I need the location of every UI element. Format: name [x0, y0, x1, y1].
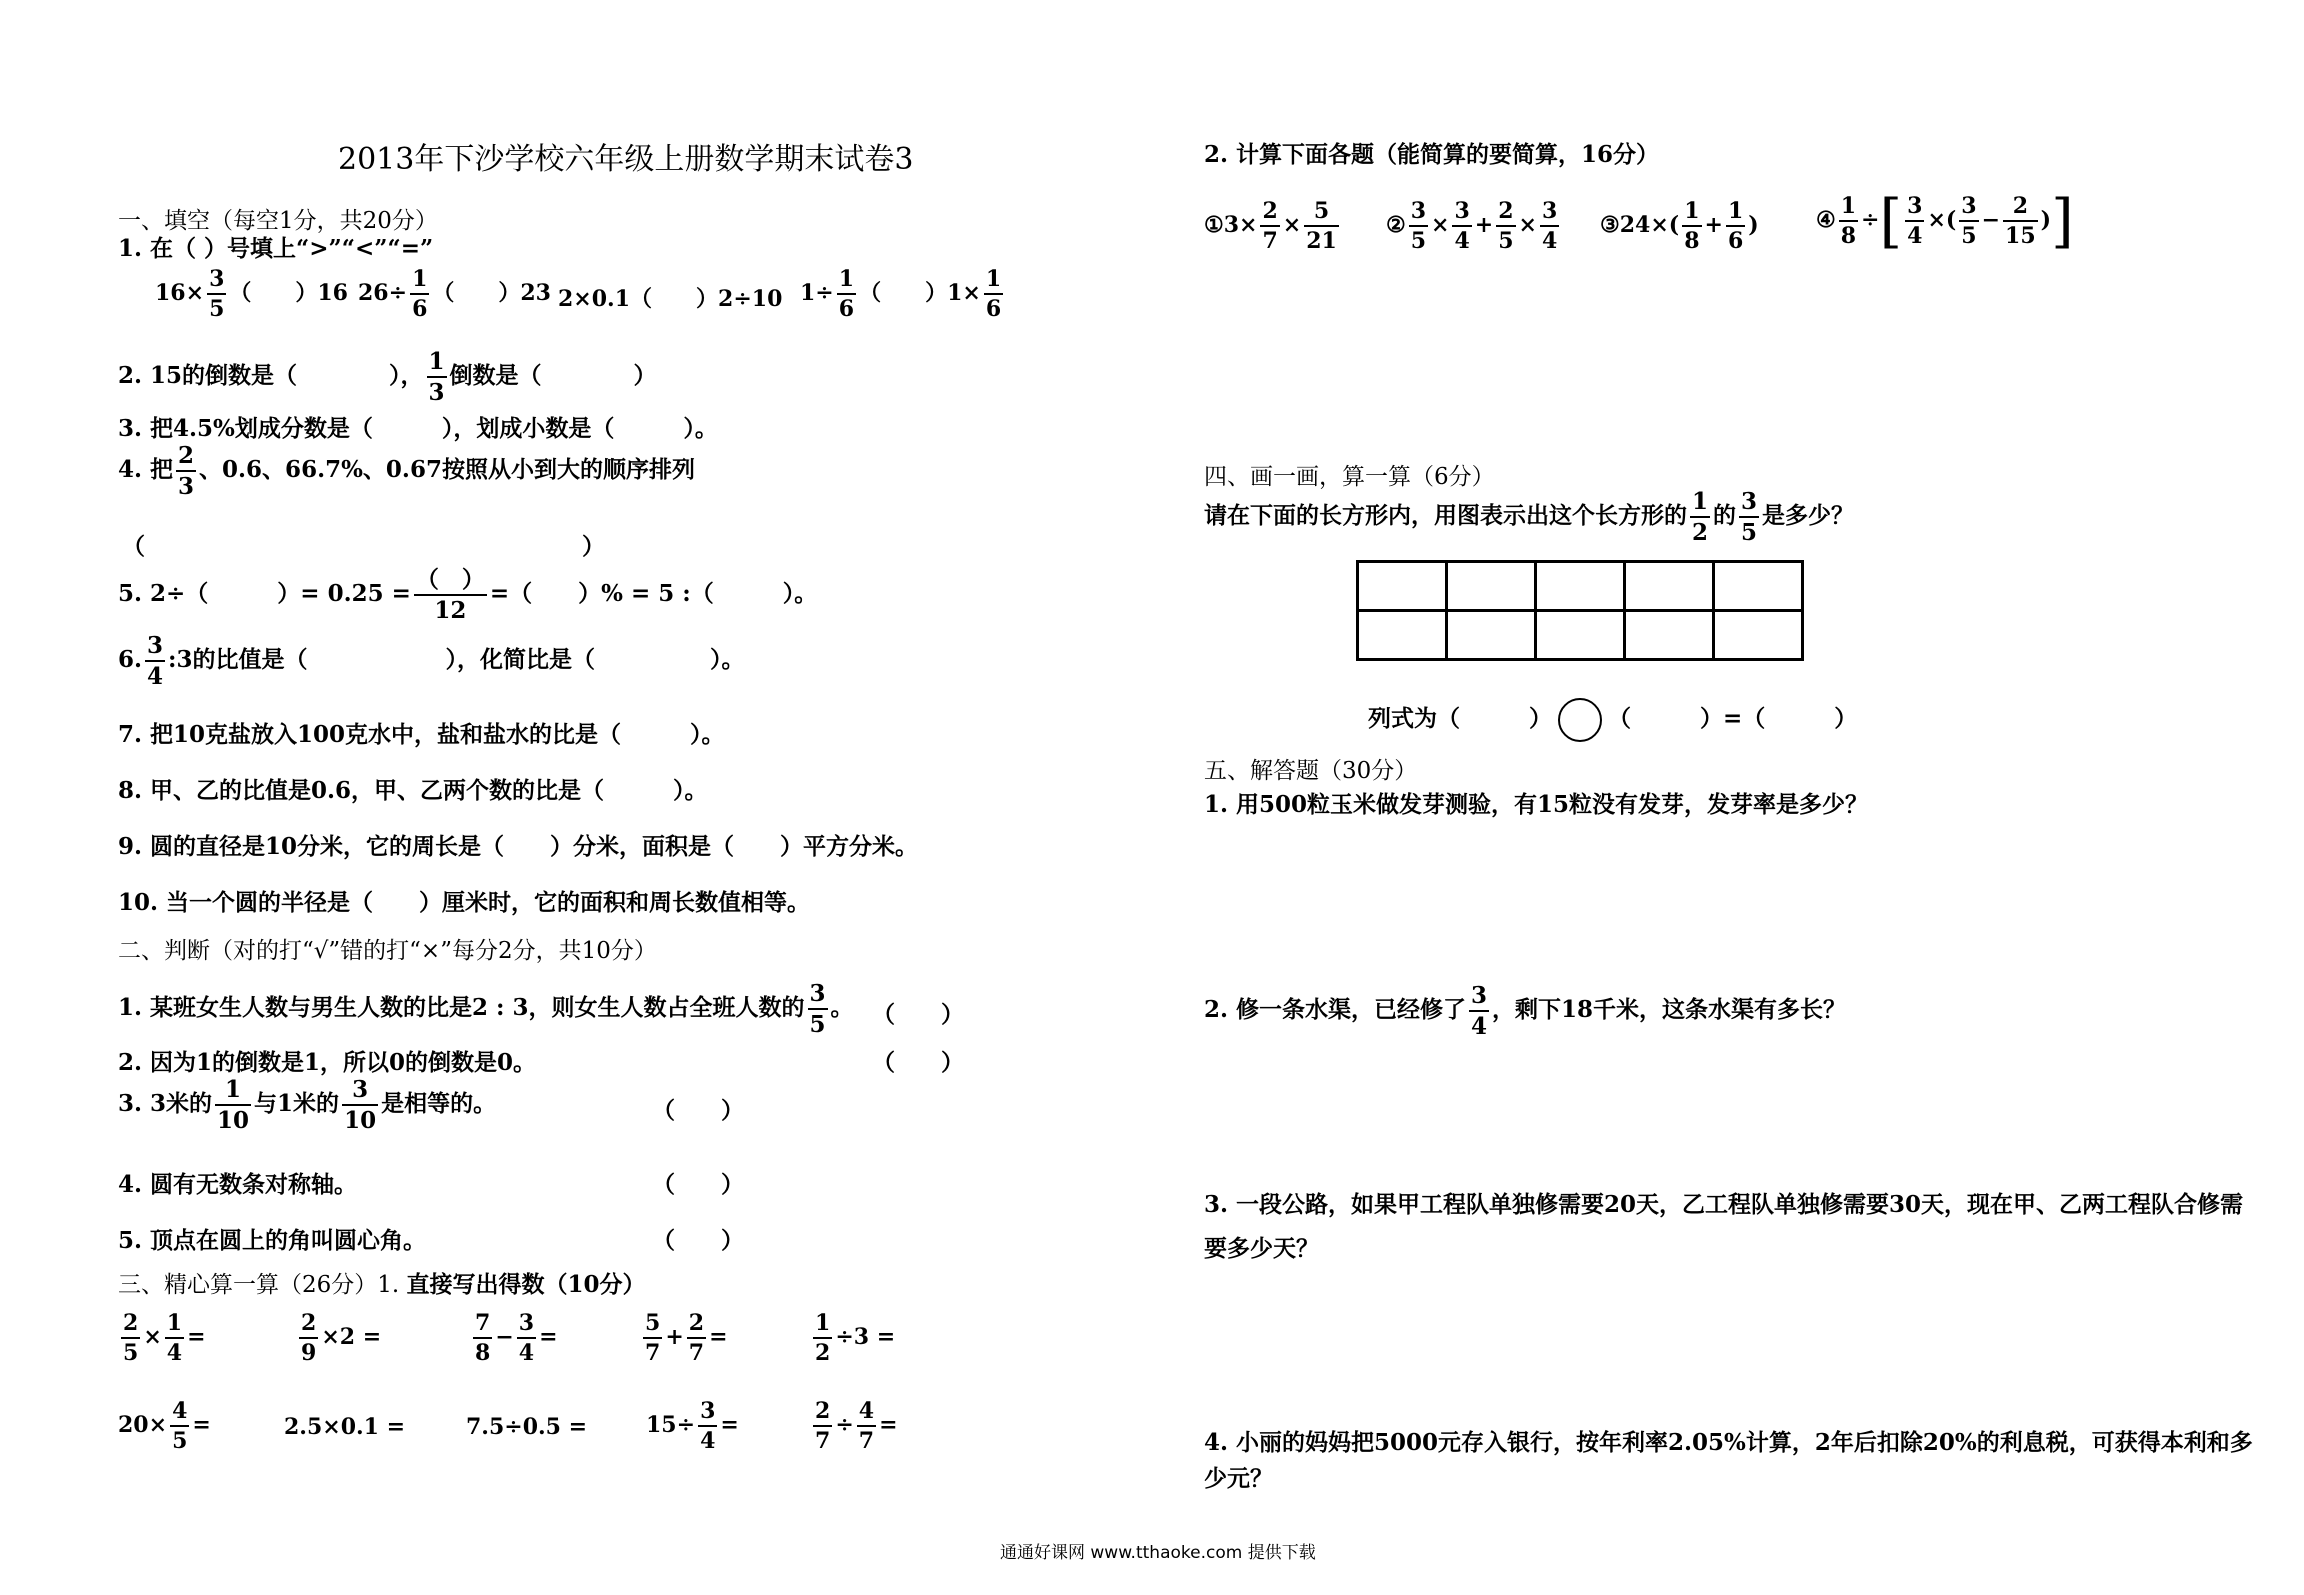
- judge-4-blank[interactable]: （ ）: [652, 1171, 744, 1198]
- q1-expr-1: 16× $\frac{3}{5}$ （ ）16: [155, 266, 348, 322]
- calc-r2c2: 2.5×0.1 =: [284, 1414, 406, 1440]
- rectangle-grid[interactable]: [1356, 560, 1804, 661]
- q10: 10. 当一个圆的半径是（ ）厘米时，它的面积和周长数值相等。: [118, 889, 811, 916]
- q1-expr-3: 2×0.1（ ）2÷10: [558, 286, 783, 312]
- judge-2-blank[interactable]: （ ）: [872, 1049, 964, 1076]
- calc-r2c5: $\frac{2}{7}$ ÷ $\frac{4}{7}$ =: [815, 1398, 898, 1454]
- operator-circle[interactable]: [1558, 698, 1602, 742]
- q6: 6. $\frac{3}{4}$ :3的比值是（ ），化简比是（ ）。: [118, 632, 745, 690]
- calc-r1c3: $\frac{7}{8}$ − $\frac{3}{4}$ =: [475, 1310, 558, 1366]
- section3-heading: 三、精心算一算（26分）1. 直接写出得数（10分）: [118, 1271, 646, 1298]
- judge-3: 3. 3米的 $\frac{1}{10}$ 与1米的 $\frac{3}{10}$ 是相等的。: [118, 1076, 497, 1134]
- judge-2: 2. 因为1的倒数是1，所以0的倒数是0。: [118, 1049, 537, 1076]
- grid-cell[interactable]: [1358, 611, 1447, 660]
- grid-cell[interactable]: [1358, 562, 1447, 611]
- problem-1: 1. 用500粒玉米做发芽测验，有15粒没有发芽，发芽率是多少？: [1204, 791, 1869, 818]
- q1-expr-4: 1÷ $\frac{1}{6}$ （ ）1× $\frac{1}{6}$: [800, 266, 1002, 322]
- problem-2: 2. 修一条水渠，已经修了 $\frac{3}{4}$ ，剩下18千米，这条水渠有多长？: [1204, 982, 1847, 1040]
- calc-item-2: ② $\frac{3}{5}$ × $\frac{3}{4}$ + $\frac{2}{5}$ × $\frac{3}{4}$: [1386, 198, 1558, 254]
- q9: 9. 圆的直径是10分米，它的周长是（ ）分米，面积是（ ）平方分米。: [118, 833, 919, 860]
- q5: 5. 2÷（ ）= 0.25 = $\frac{( )}{12}$ =（ ）% = 5 :（ ）。: [118, 566, 818, 624]
- grid-cell[interactable]: [1714, 611, 1803, 660]
- grid-cell[interactable]: [1447, 562, 1536, 611]
- calc-r1c5: $\frac{1}{2}$ ÷3 =: [815, 1310, 896, 1366]
- section5-heading: 五、解答题（30分）: [1204, 758, 1418, 784]
- grid-cell[interactable]: [1536, 562, 1625, 611]
- q2: 2. 15的倒数是（ ）， $\frac{1}{3}$ 倒数是（ ）: [118, 348, 657, 406]
- judge-5-blank[interactable]: （ ）: [652, 1227, 744, 1254]
- section4-formula: 列式为（ ） （ ）=（ ）: [1368, 698, 1857, 742]
- judge-1-blank[interactable]: （ ）: [872, 1001, 964, 1028]
- calc-item-4: ④ $\frac{1}{8}$ ÷[ $\frac{3}{4}$ ×( $\frac{3}{5}$ − $\frac{2}{15}$ )]: [1816, 187, 2074, 255]
- section4-heading: 四、画一画，算一算（6分）: [1204, 464, 1495, 490]
- calc-item-1: ①3× $\frac{2}{7}$ × $\frac{5}{21}$: [1204, 198, 1337, 254]
- calc-r2c1: 20× $\frac{4}{5}$ =: [118, 1398, 211, 1454]
- q8: 8. 甲、乙的比值是0.6，甲、乙两个数的比是（ ）。: [118, 777, 708, 804]
- problem-4-line2: 少元？: [1204, 1465, 1273, 1492]
- judge-5: 5. 顶点在圆上的角叫圆心角。: [118, 1227, 427, 1254]
- grid-cell[interactable]: [1625, 562, 1714, 611]
- grid-cell[interactable]: [1447, 611, 1536, 660]
- footer-source: 通通好课网 www.tthaoke.com 提供下载: [1000, 1543, 1316, 1563]
- problem-3-line1: 3. 一段公路，如果甲工程队单独修需要20天，乙工程队单独修需要30天，现在甲、乙两工程队合修需: [1204, 1191, 2244, 1218]
- q7: 7. 把10克盐放入100克水中，盐和盐水的比是（ ）。: [118, 721, 725, 748]
- grid-cell[interactable]: [1625, 611, 1714, 660]
- problem-4-line1: 4. 小丽的妈妈把5000元存入银行，按年利率2.05%计算，2年后扣除20%的利息税，可获得本利和多: [1204, 1429, 2253, 1456]
- problem-3-line2: 要多少天？: [1204, 1235, 1319, 1262]
- section2-heading: 二、判断（对的打“√”错的打“×”每分2分，共10分）: [118, 938, 657, 964]
- q4: 4. 把 $\frac{2}{3}$ 、0.6、66.7%、0.67按照从小到大的顺序排列: [118, 442, 695, 500]
- q1-expr-2: 26÷ $\frac{1}{6}$ （ ）23: [358, 266, 551, 322]
- judge-4: 4. 圆有无数条对称轴。: [118, 1171, 358, 1198]
- q1-label: 1. 在（ ）号填上“>”“<”“=”: [118, 235, 434, 262]
- judge-3-blank[interactable]: （ ）: [652, 1097, 744, 1124]
- q4-answer-blank[interactable]: （ ）: [122, 533, 605, 560]
- page-title: 2013年下沙学校六年级上册数学期末试卷3: [338, 142, 914, 177]
- section1-heading: 一、填空（每空1分，共20分）: [118, 208, 438, 234]
- section3-sub2: 2. 计算下面各题（能简算的要简算，16分）: [1204, 141, 1660, 168]
- calc-item-3: ③24×( $\frac{1}{8}$ + $\frac{1}{6}$ ): [1600, 198, 1759, 254]
- grid-cell[interactable]: [1714, 562, 1803, 611]
- q3: 3. 把4.5%划成分数是（ ），划成小数是（ ）。: [118, 415, 718, 442]
- calc-r1c2: $\frac{2}{9}$ ×2 =: [301, 1310, 382, 1366]
- calc-r2c3: 7.5÷0.5 =: [466, 1414, 588, 1440]
- calc-r2c4: 15÷ $\frac{3}{4}$ =: [646, 1398, 739, 1454]
- calc-r1c4: $\frac{5}{7}$ + $\frac{2}{7}$ =: [645, 1310, 728, 1366]
- calc-r1c1: $\frac{2}{5}$ × $\frac{1}{4}$ =: [123, 1310, 206, 1366]
- section4-question: 请在下面的长方形内，用图表示出这个长方形的 $\frac{1}{2}$ 的 $\frac{3}{5}$ 是多少？: [1204, 488, 1855, 546]
- grid-cell[interactable]: [1536, 611, 1625, 660]
- judge-1: 1. 某班女生人数与男生人数的比是2 : 3，则女生人数占全班人数的 $\frac{3}{5}$ 。: [118, 980, 854, 1038]
